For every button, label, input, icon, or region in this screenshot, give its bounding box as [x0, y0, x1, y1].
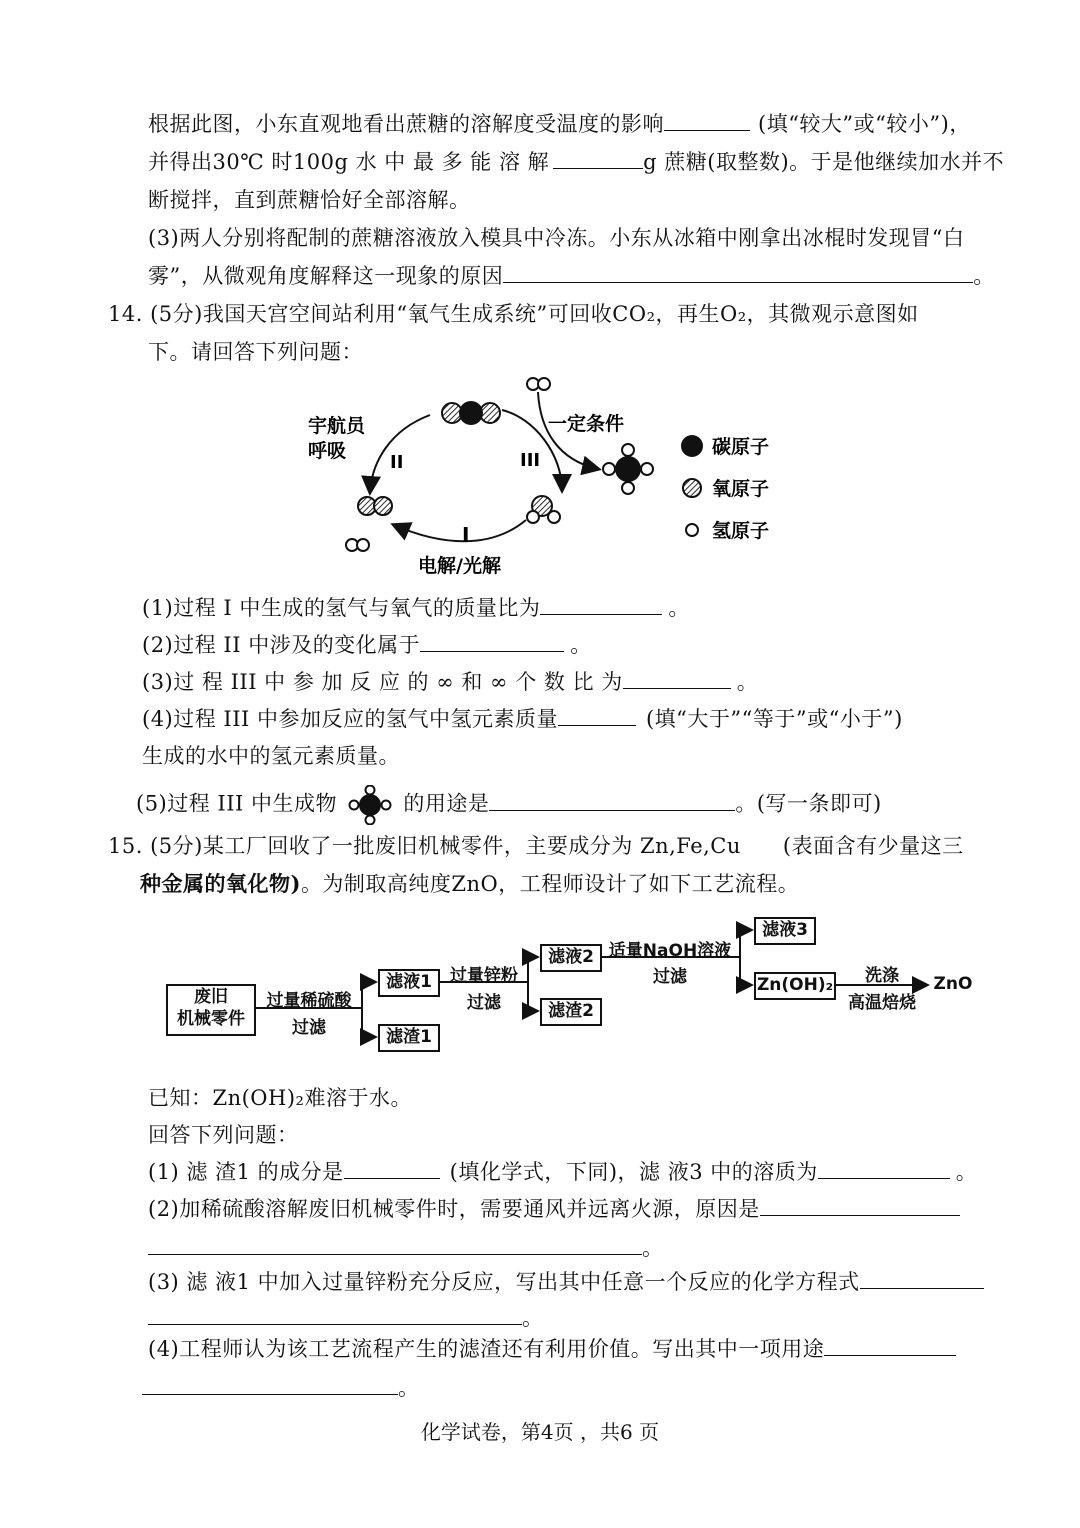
q14-part4-cont: 生成的水中的氢元素质量。: [142, 744, 400, 768]
q13-line2: 并得出30℃ 时100g 水 中 最 多 能 溶 解 g 蔗糖(取整数)。于是他继续加水并不: [148, 150, 1005, 174]
answer-blank[interactable]: [664, 110, 750, 131]
q15-known: 已知：Zn(OH)₂难溶于水。: [148, 1086, 412, 1110]
flow-box-filtrate2: 滤液2: [540, 944, 602, 972]
answer-blank[interactable]: [558, 705, 636, 726]
q14-part2: (2)过程 II 中涉及的变化属于 。: [142, 633, 592, 657]
answer-blank[interactable]: [344, 1158, 440, 1179]
flow-box-residue1: 滤渣1: [378, 1024, 440, 1052]
methane-molecule-icon: [603, 444, 653, 494]
answer-blank[interactable]: [420, 631, 564, 652]
answer-blank[interactable]: [540, 594, 662, 615]
flow-step3-top: 适量NaOH溶液: [608, 941, 732, 961]
legend-hydrogen: 氢原子: [712, 520, 770, 542]
label-astronaut: 宇航员: [308, 415, 366, 437]
flow-step4-top: 洗涤: [865, 966, 899, 986]
q15-part3-cont: 。: [148, 1304, 544, 1332]
q15-part1: (1) 滤 渣1 的成分是 (填化学式，下同)，滤 液3 中的溶质为 。: [148, 1160, 978, 1184]
answer-blank[interactable]: [818, 1158, 950, 1179]
flow-product: ZnO: [933, 974, 973, 994]
carbon-legend-icon: [681, 435, 703, 457]
flow-step2-bottom: 过滤: [467, 993, 501, 1013]
q15-stem-line2: 种金属的氧化物)。为制取高纯度ZnO，工程师设计了如下工艺流程。: [140, 871, 800, 896]
q15-part2: (2)加稀硫酸溶解废旧机械零件时，需要通风并远离火源，原因是: [148, 1195, 960, 1223]
label-electrolysis: 电解/光解: [418, 555, 501, 577]
q13-line5: 雾”，从微观角度解释这一现象的原因 。: [148, 264, 995, 288]
oxygen-legend-icon: [683, 479, 701, 497]
q15-part2-cont: 。: [148, 1234, 664, 1262]
answer-blank[interactable]: [148, 1234, 642, 1255]
q15-part4-cont: 。: [142, 1374, 420, 1402]
q15-answer-prompt: 回答下列问题：: [148, 1123, 299, 1147]
answer-blank[interactable]: [553, 148, 643, 169]
label-breath: 呼吸: [308, 440, 347, 462]
legend-carbon: 碳原子: [712, 436, 770, 458]
flow-step3-bottom: 过滤: [653, 967, 687, 987]
flow-step4-bottom: 高温焙烧: [848, 993, 916, 1013]
flow-step1-bottom: 过滤: [292, 1018, 326, 1038]
answer-blank[interactable]: [142, 1374, 398, 1395]
legend-oxygen: 氧原子: [712, 478, 770, 500]
q13-line3: 断搅拌，直到蔗糖恰好全部溶解。: [148, 188, 471, 212]
q14-part4: (4)过程 III 中参加反应的氢气中氢元素质量 (填“大于”“等于”或“小于”): [142, 707, 903, 731]
q14-cycle-diagram: [290, 370, 810, 580]
answer-blank[interactable]: [489, 790, 735, 811]
flow-box-filtrate1: 滤液1: [378, 969, 440, 997]
methane-molecule-icon: [348, 785, 392, 825]
process-1-arrow: [394, 520, 526, 541]
water-molecule-icon: [527, 496, 560, 523]
flow-step2-top: 过量锌粉: [450, 966, 518, 986]
hydrogen-molecule-icon: [346, 539, 369, 551]
answer-blank[interactable]: [760, 1195, 960, 1216]
flow-box-start: 废旧 机械零件: [166, 984, 256, 1036]
q13-line1: 根据此图，小东直观地看出蔗糖的溶解度受温度的影响 (填“较大”或“较小”)，: [148, 112, 971, 136]
q15-stem-line1: 15. (5分)某工厂回收了一批废旧机械零件，主要成分为 Zn,Fe,Cu (表面含有少量这三: [108, 834, 964, 858]
flow-step1-top: 过量稀硫酸: [266, 991, 352, 1011]
roman-1: I: [462, 523, 470, 547]
answer-blank[interactable]: [824, 1335, 956, 1356]
hydrogen-legend-icon: [686, 524, 698, 536]
answer-blank[interactable]: [503, 262, 973, 283]
q14-part3: (3)过 程 III 中 参 加 反 应 的 ∞ 和 ∞ 个 数 比 为 。: [142, 670, 759, 694]
label-condition: 一定条件: [548, 413, 625, 435]
roman-3: III: [520, 450, 541, 471]
q14-part5: (5)过程 III 中生成物 的用途是 。(写一条即可): [136, 785, 882, 825]
q15-part3: (3) 滤 液1 中加入过量锌粉充分反应，写出其中任意一个反应的化学方程式: [148, 1268, 984, 1296]
answer-blank[interactable]: [623, 668, 731, 689]
carbon-dioxide-molecule-icon: [442, 401, 500, 425]
flow-box-filtrate3: 滤液3: [754, 917, 816, 945]
q14-part1: (1)过程 I 中生成的氢气与氧气的质量比为 。: [142, 596, 690, 620]
oxygen-molecule-icon: [358, 497, 392, 515]
roman-2: II: [390, 452, 404, 473]
q13-line4: (3)两人分别将配制的蔗糖溶液放入模具中冷冻。小东从冰箱中刚拿出冰棍时发现冒“白: [148, 226, 965, 250]
q14-stem-line1: 14. (5分)我国天宫空间站利用“氧气生成系统”可回收CO₂，再生O₂，其微观示意图如: [108, 302, 919, 326]
q15-part4: (4)工程师认为该工艺流程产生的滤渣还有利用价值。写出其中一项用途: [148, 1335, 956, 1363]
q14-stem-line2: 下。请回答下列问题：: [148, 340, 363, 364]
answer-blank[interactable]: [860, 1268, 984, 1289]
answer-blank[interactable]: [148, 1304, 522, 1325]
flow-box-znoh2: Zn(OH)₂: [754, 972, 836, 1000]
page-footer: 化学试卷，第4页 ，共6 页: [420, 1420, 660, 1444]
hydrogen-molecule-icon: [527, 378, 550, 390]
flow-box-residue2: 滤渣2: [540, 998, 602, 1026]
